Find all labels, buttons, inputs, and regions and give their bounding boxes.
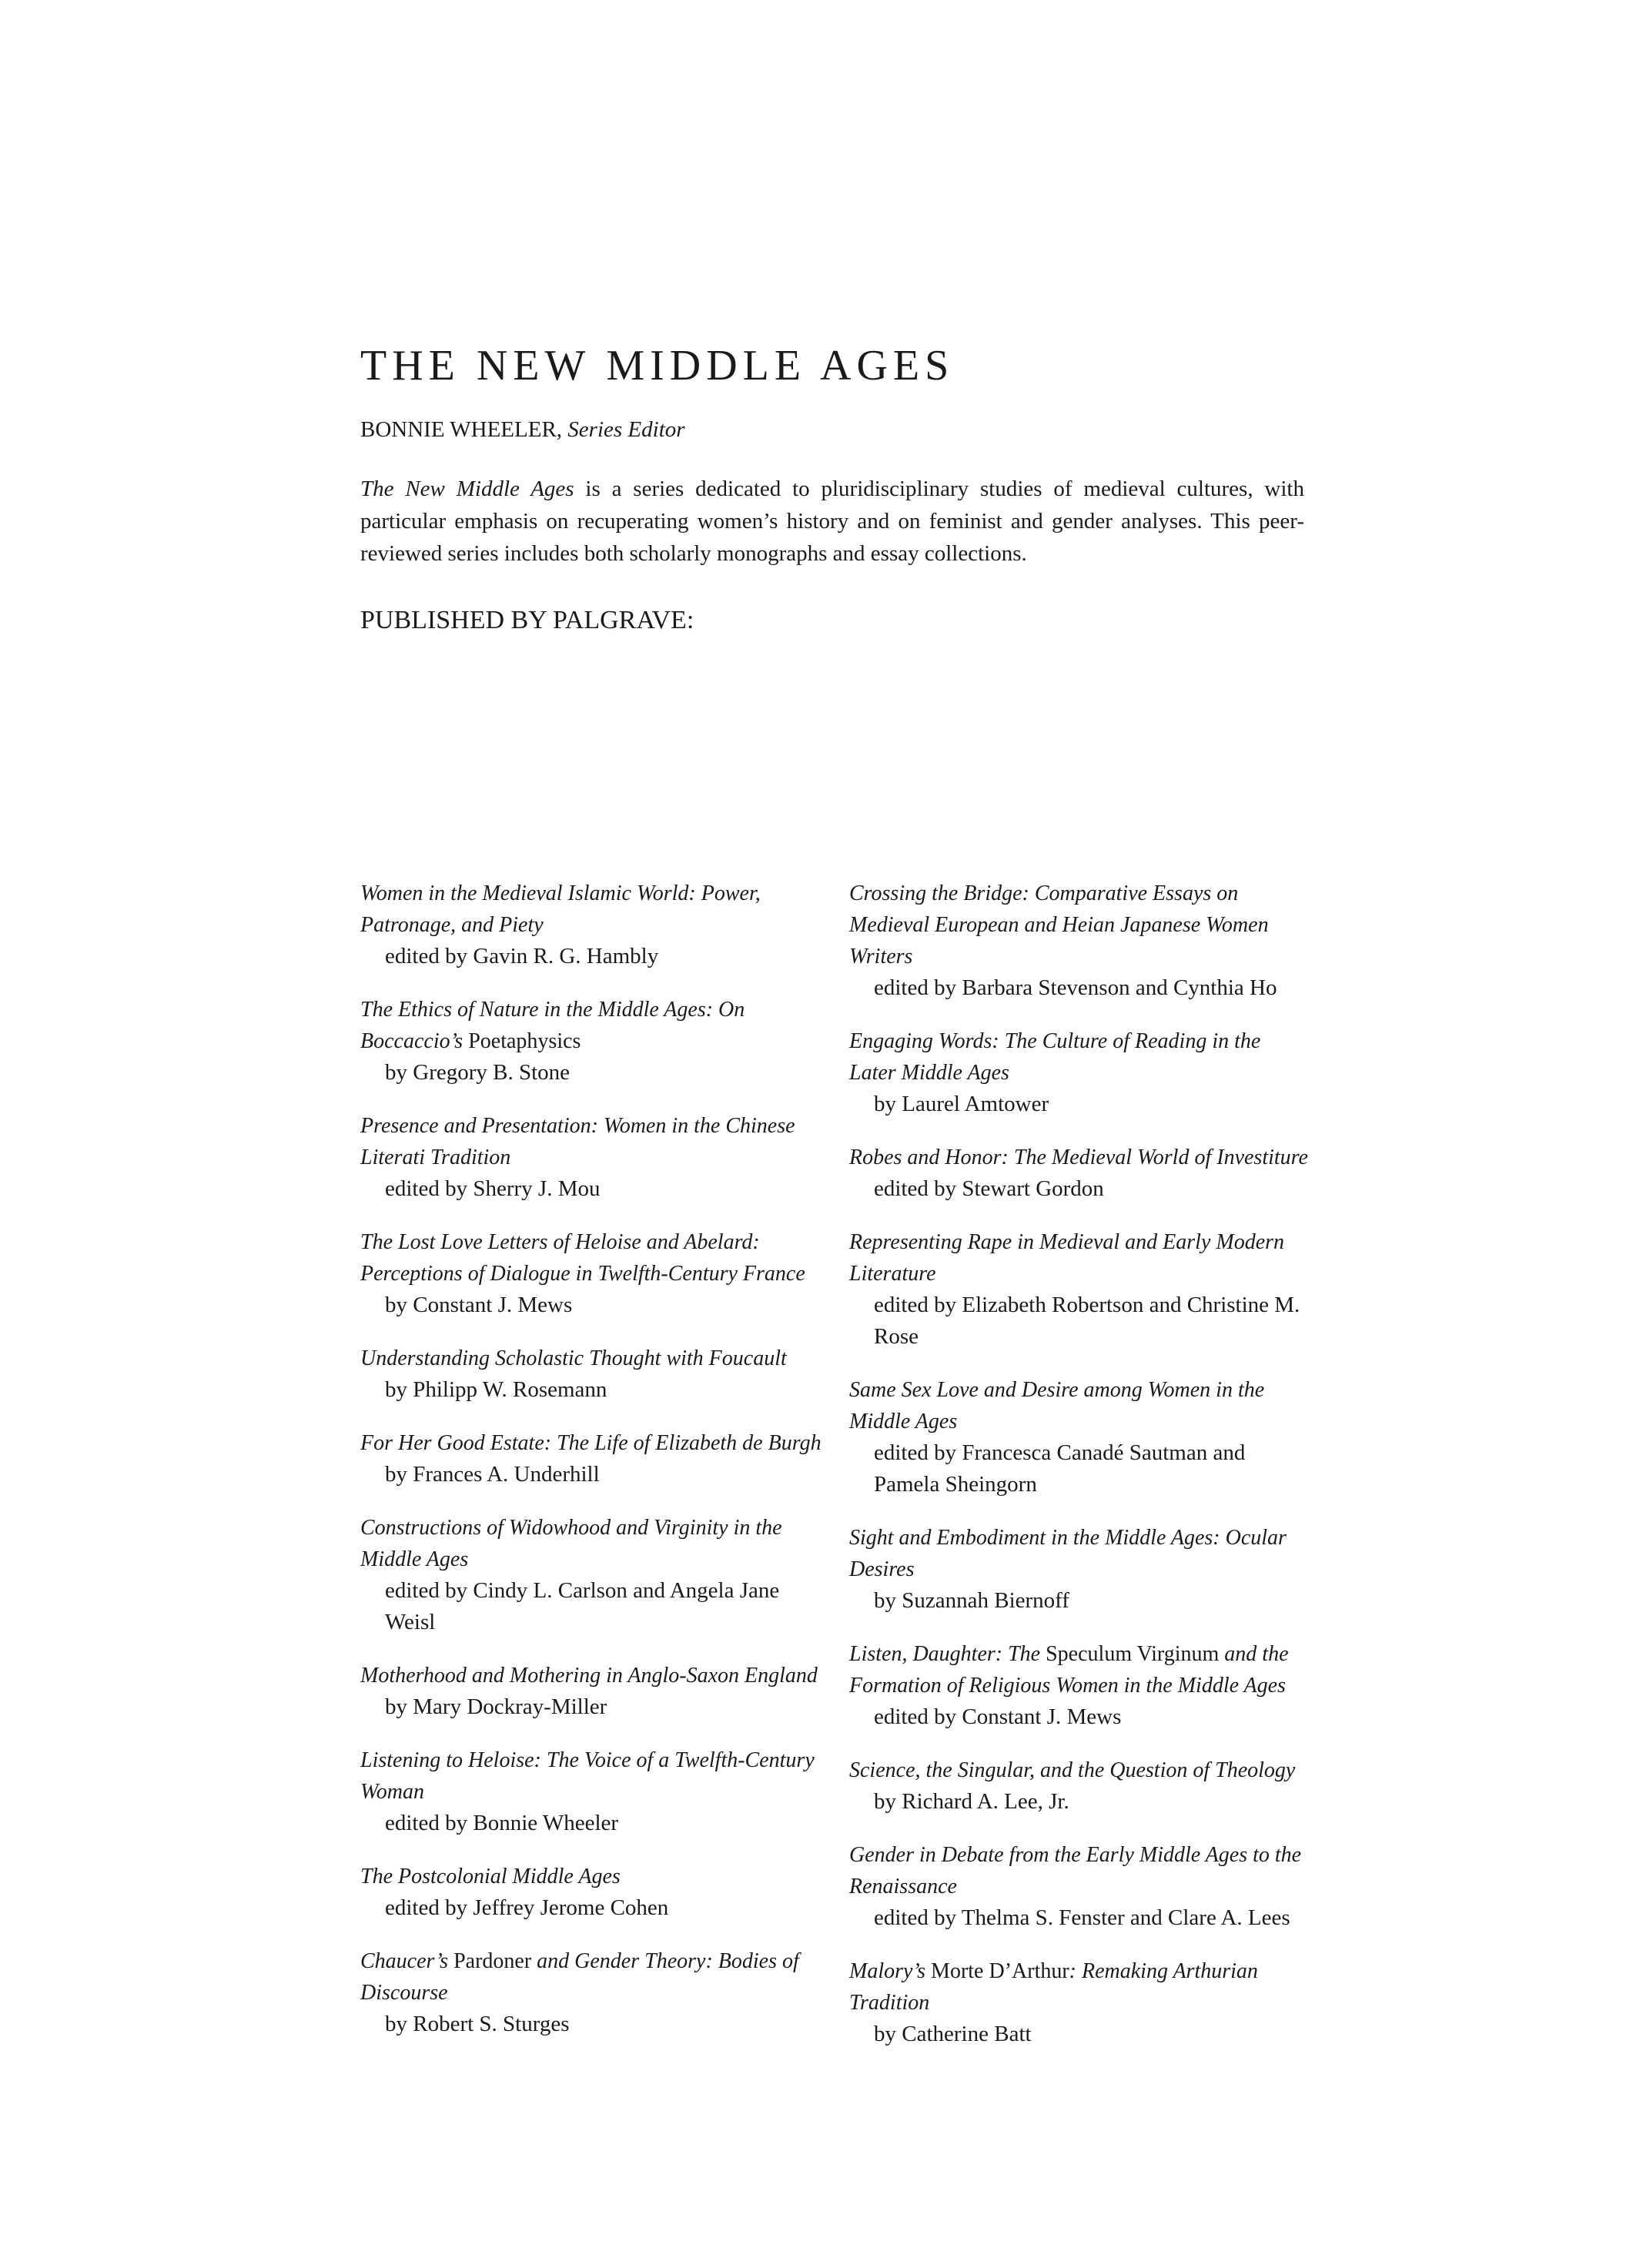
book-title-part: and the Formation of Religious Women in the Middle Ages bbox=[849, 1642, 1289, 1698]
book-title bbox=[360, 994, 822, 1057]
book-credit: edited by Jeffrey Jerome Cohen bbox=[385, 1895, 669, 1920]
book-title-part: Morte D’Arthur bbox=[931, 1959, 1069, 1983]
book-title: Women in the Medieval Islamic World: Power, Patronage, and Piety bbox=[360, 881, 761, 937]
series-description-text: is a series dedicated to pluridisciplinary studies of medieval cultures, with particular emphasis on recuperating women’s history and on feminist and gender analyses. This peer-reviewed series includes both scholarly monographs and essay collections. bbox=[360, 477, 1304, 566]
book-entry bbox=[849, 1755, 1311, 1818]
book-credit: by Richard A. Lee, Jr. bbox=[874, 1789, 1069, 1814]
book-entry bbox=[360, 1660, 822, 1723]
book-credit: by Robert S. Sturges bbox=[385, 2012, 570, 2036]
book-title: Listening to Heloise: The Voice of a Twelfth-Century Woman bbox=[360, 1748, 815, 1804]
book-entry bbox=[360, 994, 822, 1089]
book-entry bbox=[849, 1522, 1311, 1617]
book-title: The Postcolonial Middle Ages bbox=[360, 1865, 621, 1888]
editor-role: Series Editor bbox=[567, 417, 685, 442]
book-credit: by Mary Dockray-Miller bbox=[385, 1694, 607, 1719]
editor-name: BONNIE WHEELER, bbox=[360, 417, 563, 442]
book-entry bbox=[360, 1744, 822, 1839]
book-credit: by Suzannah Biernoff bbox=[874, 1588, 1069, 1613]
book-title bbox=[849, 1638, 1311, 1701]
book-credit: edited by Cindy L. Carlson and Angela Jane Weisl bbox=[385, 1578, 780, 1634]
book-title: For Her Good Estate: The Life of Elizabeth de Burgh bbox=[360, 1431, 822, 1455]
book-entry bbox=[360, 878, 822, 972]
book-credit: edited by Elizabeth Robertson and Christine M. Rose bbox=[874, 1293, 1300, 1349]
book-title bbox=[360, 1945, 822, 2009]
book-title: The Lost Love Letters of Heloise and Abelard: Perceptions of Dialogue in Twelfth-Century France bbox=[360, 1230, 805, 1286]
book-credit: by Frances A. Underhill bbox=[385, 1462, 600, 1487]
book-title-part: and Gender Theory: Bodies of Discourse bbox=[360, 1949, 799, 2005]
book-entry bbox=[849, 1955, 1311, 2050]
book-entry bbox=[360, 1427, 822, 1490]
book-credit: by Catherine Batt bbox=[874, 2022, 1032, 2046]
book-title: Engaging Words: The Culture of Reading in the Later Middle Ages bbox=[849, 1029, 1261, 1085]
book-entry bbox=[360, 1512, 822, 1638]
series-editor-line bbox=[360, 414, 1304, 445]
book-entry bbox=[849, 1638, 1311, 1733]
book-title: Crossing the Bridge: Comparative Essays on Medieval European and Heian Japanese Women Writers bbox=[849, 881, 1269, 968]
book-title: Motherhood and Mothering in Anglo-Saxon England bbox=[360, 1664, 818, 1688]
book-entry bbox=[849, 1025, 1311, 1120]
book-credit: edited by Gavin R. G. Hambly bbox=[385, 944, 659, 968]
book-entry bbox=[360, 1343, 822, 1406]
book-entry bbox=[849, 1374, 1311, 1500]
book-title: Constructions of Widowhood and Virginity in the Middle Ages bbox=[360, 1516, 782, 1571]
book-title: Robes and Honor: The Medieval World of Investiture bbox=[849, 1146, 1308, 1169]
page-title: THE NEW MIDDLE AGES bbox=[360, 342, 955, 390]
book-credit: edited by Francesca Canadé Sautman and Pamela Sheingorn bbox=[874, 1440, 1246, 1497]
book-title: Understanding Scholastic Thought with Foucault bbox=[360, 1346, 787, 1370]
book-title: Science, the Singular, and the Question of Theology bbox=[849, 1758, 1296, 1782]
book-credit: by Gregory B. Stone bbox=[385, 1060, 571, 1085]
book-entry bbox=[849, 878, 1311, 1004]
book-title-part: The Ethics of Nature in the Middle Ages: On Boccaccio’s bbox=[360, 998, 745, 1053]
book-title-part: Pardoner bbox=[453, 1949, 532, 1973]
book-list-right-column bbox=[849, 878, 1311, 2072]
book-title: Gender in Debate from the Early Middle Ages to the Renaissance bbox=[849, 1843, 1302, 1898]
book-title-part: Poetaphysics bbox=[468, 1029, 581, 1053]
book-credit: by Philipp W. Rosemann bbox=[385, 1377, 607, 1402]
book-title-part: Listen, Daughter: The bbox=[849, 1642, 1046, 1666]
book-title: Representing Rape in Medieval and Early Modern Literature bbox=[849, 1230, 1285, 1286]
book-title: Same Sex Love and Desire among Women in the Middle Ages bbox=[849, 1378, 1265, 1433]
book-credit: edited by Constant J. Mews bbox=[874, 1704, 1122, 1729]
book-title bbox=[849, 1955, 1311, 2019]
publisher-heading: PUBLISHED BY PALGRAVE: bbox=[360, 606, 694, 634]
series-description bbox=[360, 473, 1304, 570]
book-title-part: Malory’s bbox=[849, 1959, 932, 1983]
book-credit: edited by Stewart Gordon bbox=[874, 1176, 1104, 1201]
book-entry bbox=[360, 1945, 822, 2040]
book-title: Sight and Embodiment in the Middle Ages: Ocular Desires bbox=[849, 1526, 1287, 1581]
series-page bbox=[360, 339, 1308, 2046]
book-entry bbox=[360, 1861, 822, 1924]
book-credit: edited by Sherry J. Mou bbox=[385, 1176, 601, 1201]
series-name: The New Middle Ages bbox=[360, 477, 574, 501]
book-credit: edited by Thelma S. Fenster and Clare A. Lees bbox=[874, 1905, 1290, 1930]
book-title: Presence and Presentation: Women in the Chinese Literati Tradition bbox=[360, 1114, 795, 1169]
book-title-part: Chaucer’s bbox=[360, 1949, 454, 1973]
book-title-part: : Remaking Arthurian Tradition bbox=[849, 1959, 1258, 2015]
book-entry bbox=[849, 1839, 1311, 1934]
book-credit: edited by Barbara Stevenson and Cynthia Ho bbox=[874, 975, 1277, 1000]
book-entry bbox=[360, 1110, 822, 1205]
book-entry bbox=[849, 1142, 1311, 1205]
book-credit: by Constant J. Mews bbox=[385, 1293, 573, 1317]
book-list-left-column bbox=[360, 878, 822, 2062]
book-title-part: Speculum Virginum bbox=[1046, 1642, 1220, 1666]
book-credit: by Laurel Amtower bbox=[874, 1092, 1049, 1116]
book-credit: edited by Bonnie Wheeler bbox=[385, 1811, 619, 1835]
book-entry bbox=[849, 1226, 1311, 1353]
book-entry bbox=[360, 1226, 822, 1321]
